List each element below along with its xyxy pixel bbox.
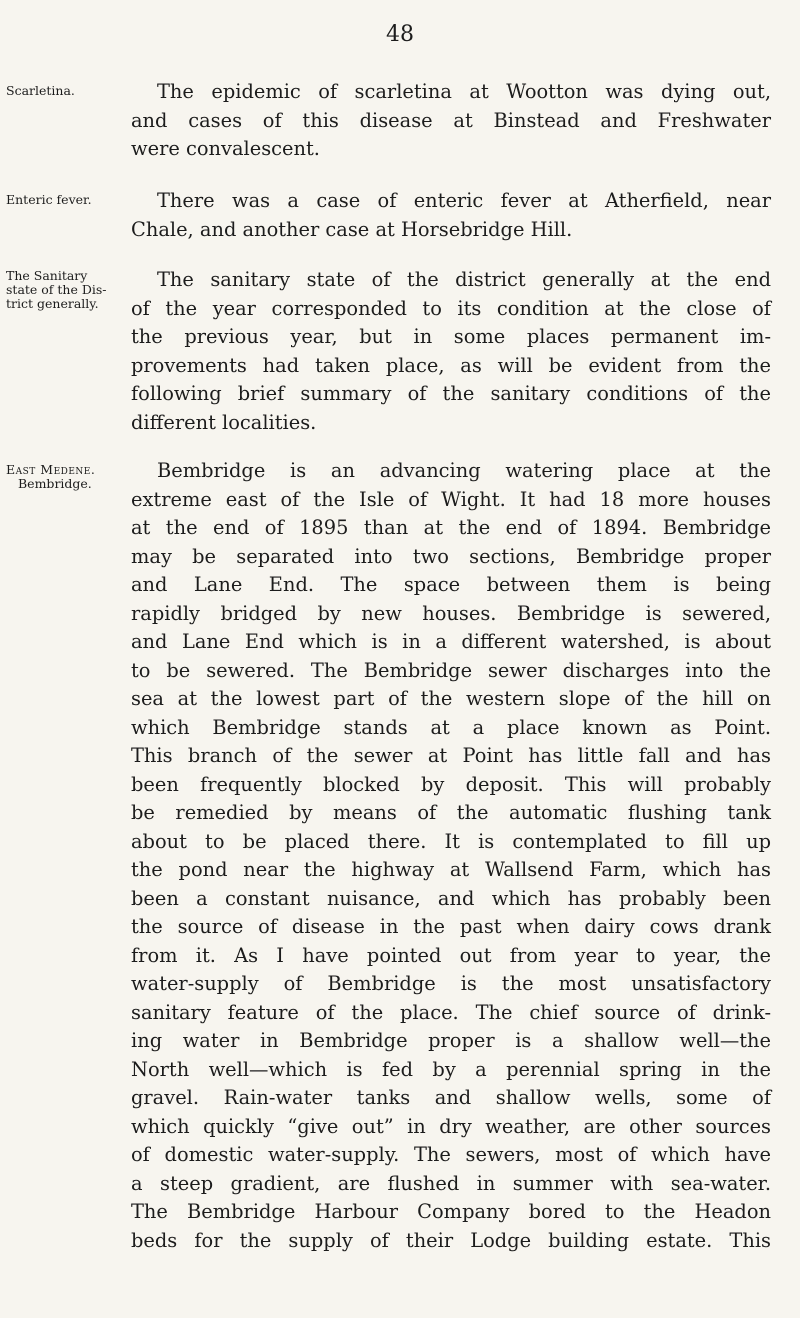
text-line: gravel. Rain-water tanks and shallow wells, some of	[131, 1086, 771, 1109]
text-line: of the year corresponded to its condition at the close of	[131, 296, 771, 320]
text-line: which quickly “give out” in dry weather, are other sources	[131, 1114, 771, 1138]
paragraph-sanitary-state	[131, 266, 771, 437]
text-line: water-supply of Bembridge is the most unsatisfactory	[131, 972, 771, 995]
margin-note-line: Scarletina.	[6, 83, 75, 98]
text-line: and cases of this disease at Binstead and Freshwater	[131, 108, 771, 132]
text-line: rapidly bridged by new houses. Bembridge is sewered,	[131, 601, 771, 625]
text-line: about to be placed there. It is contemplated to fill up	[131, 829, 771, 853]
text-line: The epidemic of scarletina at Wootton was dying out,	[157, 80, 771, 103]
margin-note-line: Enteric fever.	[6, 192, 92, 207]
text-line: The Bembridge Harbour Company bored to the Headon	[131, 1200, 771, 1223]
paragraph-bembridge	[131, 457, 771, 1255]
paragraph-enteric-fever	[131, 187, 771, 244]
text-line: from it. As I have pointed out from year to year, the	[131, 943, 771, 967]
text-line: North well—which is fed by a perennial spring in the	[131, 1057, 771, 1081]
text-line: ing water in Bembridge proper is a shallow well—the	[131, 1029, 771, 1052]
text-line: and Lane End. The space between them is being	[131, 573, 771, 596]
text-line: This branch of the sewer at Point has little fall and has	[131, 744, 771, 767]
text-line: There was a case of enteric fever at Atherfield, near	[157, 189, 771, 212]
margin-note-line: The Sanitary	[6, 268, 88, 283]
text-line: the source of disease in the past when dairy cows drank	[131, 915, 771, 938]
text-line: been frequently blocked by deposit. This will probably	[131, 772, 771, 796]
text-line: of domestic water-supply. The sewers, most of which have	[131, 1143, 771, 1166]
text-line: and Lane End which is in a different watershed, is about	[131, 630, 771, 653]
text-line: The sanitary state of the district generally at the end	[157, 268, 771, 291]
margin-note-line: trict generally.	[6, 296, 99, 311]
text-line: Chale, and another case at Horsebridge Hill.	[131, 217, 573, 241]
text-line: at the end of 1895 than at the end of 1894. Bembridge	[131, 516, 771, 539]
text-line: beds for the supply of their Lodge building estate. This	[131, 1228, 771, 1252]
text-line: the previous year, but in some places permanent im-	[131, 325, 771, 348]
paragraph-scarletina	[131, 78, 771, 164]
margin-note-enteric-fever	[6, 193, 118, 207]
text-line: may be separated into two sections, Bembridge proper	[131, 544, 771, 568]
text-line: to be sewered. The Bembridge sewer discharges into the	[131, 658, 771, 682]
margin-note-bembridge	[6, 463, 118, 491]
text-line: be remedied by means of the automatic flushing tank	[131, 801, 771, 824]
text-line: sea at the lowest part of the western slope of the hill on	[131, 687, 771, 710]
margin-note-line: state of the Dis-	[6, 282, 107, 297]
text-line: the pond near the highway at Wallsend Farm, which has	[131, 858, 771, 881]
text-line: extreme east of the Isle of Wight. It had 18 more houses	[131, 487, 771, 511]
text-line: different localities.	[131, 410, 317, 434]
text-line: sanitary feature of the place. The chief source of drink-	[131, 1000, 771, 1024]
margin-note-line: East Medene.	[6, 462, 96, 477]
text-line: Bembridge is an advancing watering place at the	[157, 459, 771, 482]
text-line: a steep gradient, are flushed in summer with sea-water.	[131, 1171, 771, 1195]
text-line: were convalescent.	[131, 137, 320, 160]
text-line: been a constant nuisance, and which has probably been	[131, 886, 771, 910]
margin-note-sanitary-state	[6, 269, 118, 311]
margin-note-scarletina	[6, 84, 118, 98]
text-line: following brief summary of the sanitary conditions of the	[131, 382, 771, 405]
margin-note-line: Bembridge.	[18, 476, 92, 491]
text-line: provements had taken place, as will be evident from the	[131, 353, 771, 377]
page-number: 48	[386, 22, 414, 47]
text-line: which Bembridge stands at a place known as Point.	[131, 715, 771, 739]
